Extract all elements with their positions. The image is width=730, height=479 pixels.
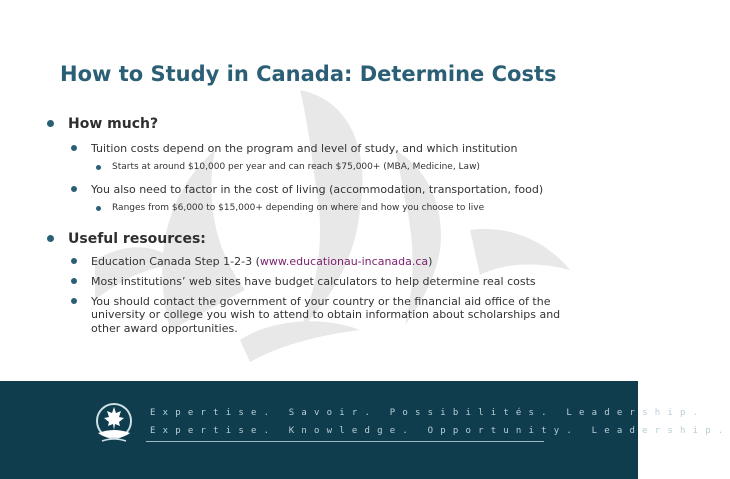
tagline-french: Expertise. Savoir. Possibilités. Leadership. (150, 408, 706, 418)
list-item-text: You also need to factor in the cost of living (accommodation, transportation, food) (91, 182, 544, 196)
list-item-text-suffix: ) (428, 255, 433, 268)
section-how-much (0, 116, 638, 215)
bullet-dot-icon (47, 235, 54, 242)
sub-list-item-text: Ranges from $6,000 to $15,000+ depending on where and how you choose to live (112, 203, 485, 214)
sub-list-item (0, 162, 638, 173)
list-item (0, 295, 638, 336)
tagline-underline (146, 441, 544, 442)
sub-list-item-text: Starts at around $10,000 per year and can reach $75,000+ (MBA, Medicine, Law) (112, 162, 480, 173)
education-canada-link[interactable]: www.educationau-incanada.ca (259, 255, 429, 268)
footer-band (0, 381, 730, 479)
maple-leaf-logo-icon (92, 399, 136, 449)
bullet-dot-icon (96, 165, 101, 170)
bullet-dot-icon (96, 206, 101, 211)
list-item (0, 142, 638, 156)
list-item-text: Tuition costs depend on the program and level of study, and which institution (91, 141, 518, 155)
slide-body (0, 116, 638, 336)
bullet-dot-icon (47, 120, 54, 127)
list-item-text-prefix: Education Canada Step 1-2-3 ( (91, 255, 260, 268)
list-item-text: You should contact the government of your country or the financial aid office of the university or college you wish to attend to obtain information about scholarships and other award opportunities. (91, 294, 561, 335)
section-heading-item (0, 116, 638, 134)
section-heading: Useful resources: (68, 230, 206, 247)
section-heading-item (0, 231, 638, 249)
bullet-dot-icon (71, 186, 77, 192)
list-item (0, 183, 638, 197)
section-heading: How much? (68, 116, 159, 132)
bullet-dot-icon (71, 278, 77, 284)
bullet-dot-icon (71, 258, 77, 264)
tagline-english: Expertise. Knowledge. Opportunity. Leadership. (150, 426, 730, 436)
list-item-text: Most institutions’ web sites have budget calculators to help determine real costs (91, 274, 536, 288)
bullet-dot-icon (71, 298, 77, 304)
bullet-dot-icon (71, 145, 77, 151)
sub-list-item (0, 203, 638, 214)
list-item (0, 275, 638, 289)
list-item (0, 255, 638, 269)
page-title: How to Study in Canada: Determine Costs (60, 62, 557, 86)
section-useful-resources (0, 231, 638, 336)
